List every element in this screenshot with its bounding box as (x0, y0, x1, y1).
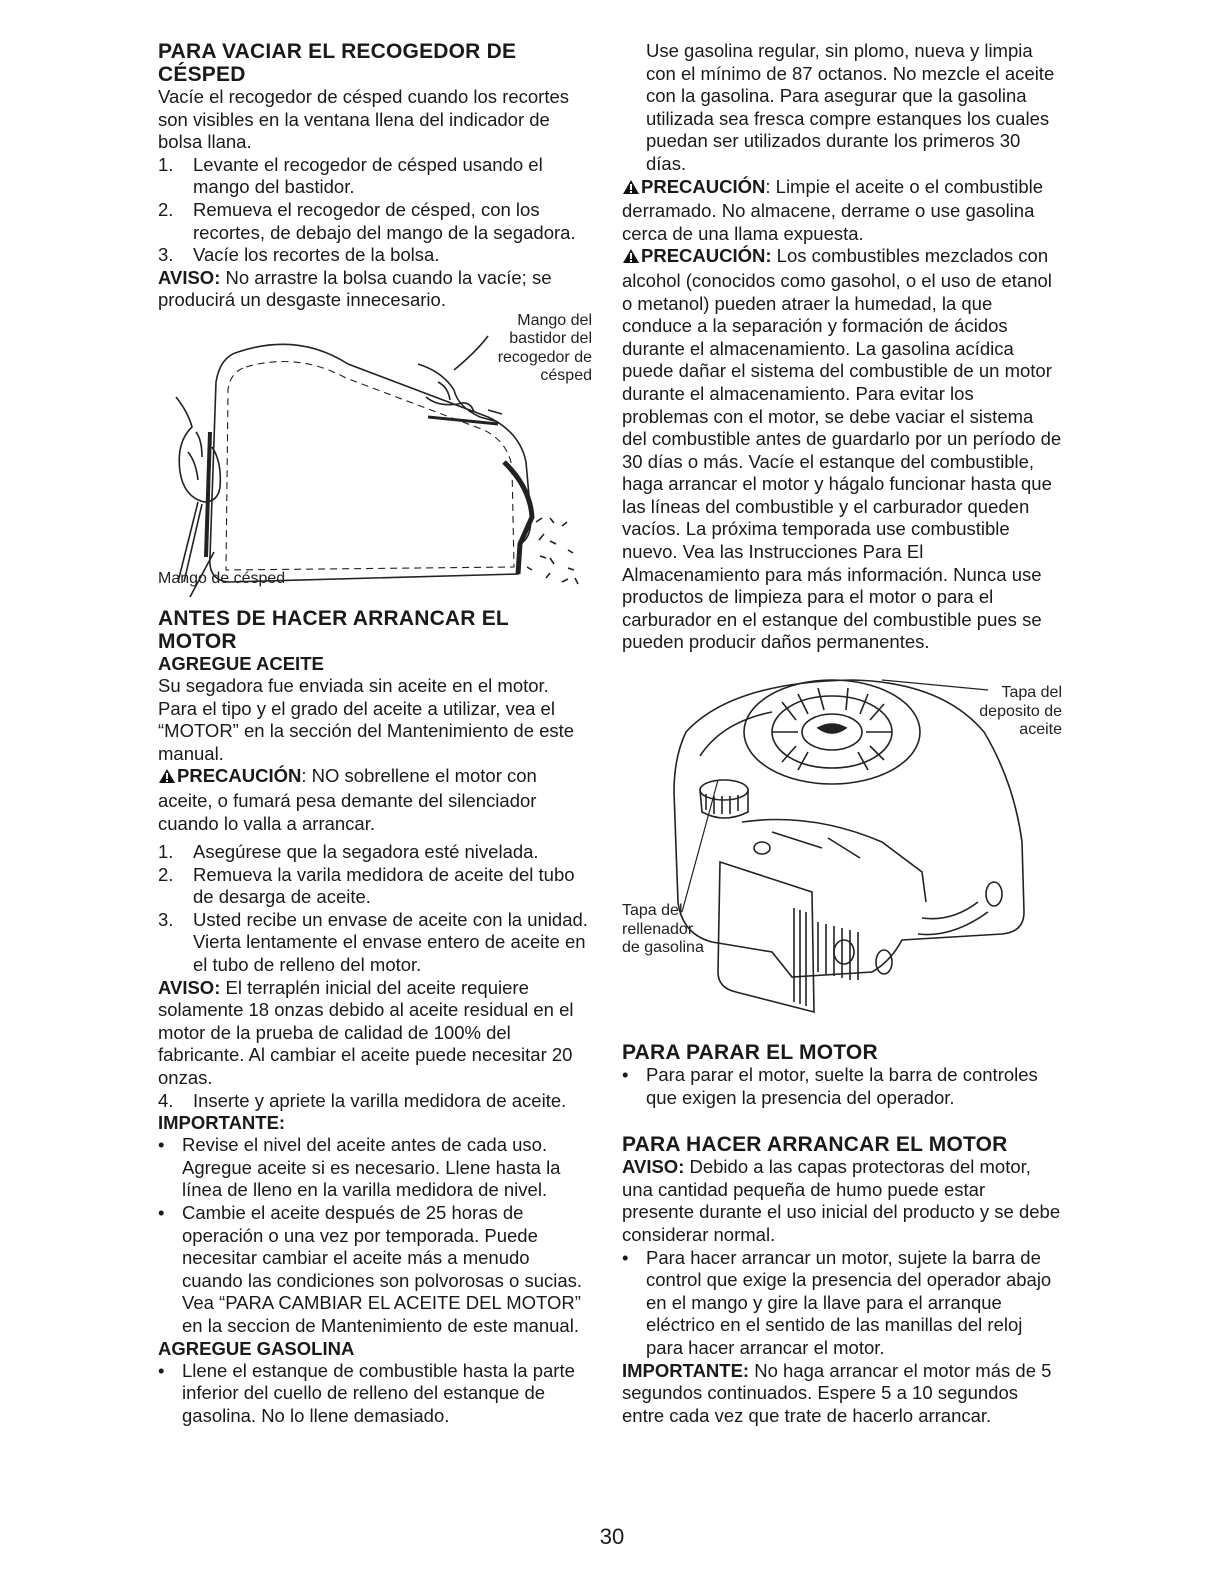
oil-caution: PRECAUCIÓN: NO sobrellene el motor con aceite, o fumará pesa demante del silenciador cuando lo valla a arrancar. (158, 765, 537, 834)
list-item: 3. Vacíe los recortes de la bolsa. (158, 244, 440, 266)
engine-figure (622, 672, 1062, 1027)
left-column (158, 40, 590, 1427)
start-list (622, 1247, 1062, 1360)
oil-intro: Su segadora fue enviada sin aceite en el motor. Para el tipo y el grado del aceite a utilizar, vea el “MOTOR” en la sección del Mantenimiento de este manual. (158, 674, 575, 764)
list-item: 2. Remueva la varila medidora de aceite del tubo de desarga de aceite. (158, 863, 575, 908)
list-item: • Revise el nivel del aceite antes de cada uso. Agregue aceite si es necesario. Llene hasta la línea de lleno en la varilla medidora de nivel. (158, 1134, 561, 1201)
grass-catcher-figure (158, 312, 590, 597)
caution-spill: PRECAUCIÓN: Limpie el aceite o el combustible derramado. No almacene, derrame o use gasolina cerca de una llama expuesta. (622, 175, 1044, 244)
list-item: 1. Levante el recogedor de césped usando el mango del bastidor. (158, 153, 543, 198)
caution-alcohol-fuel: PRECAUCIÓN: Los combustibles mezclados con alcohol (conocidos como gasohol, o el uso de etanol o metanol) pueden atraer la humedad, la que conduce a la separación y formación de ácidos durante el almacenamiento. La gasolina acídica puede dañar el sistema del combustible de un motor durante el almacenamiento. Para evitar los problemas con el motor, se debe vaciar el sistema del combustible antes de guardarlo por un período de 30 días o más. Vacíe el estanque del combustible, haga arrancar el motor y hágalo funcionar hasta que las líneas del combustible y el carburador queden vacíos. La próxima temporada use combustible nuevo. Vea las Instrucciones Para El Almacenamiento para más información. Nunca use productos de limpieza para el motor o para el carburador en el estanque del combustible pues se pueden producir daños permanentes. (622, 245, 1062, 653)
list-item: • Llene el estanque de combustible hasta la parte inferior del cuello de relleno del estanque de gasolina. No lo llene demasiado. (158, 1359, 575, 1426)
start-important: IMPORTANTE: No haga arrancar el motor más de 5 segundos continuados. Espere 5 a 10 segundos entre cada vez que trate de hacerlo arrancar. (622, 1359, 1052, 1426)
start-notice: AVISO: Debido a las capas protectoras del motor, una cantidad pequeña de humo puede estar presente durante el uso inicial del producto y se debe considerar normal. (622, 1156, 1061, 1245)
warning-triangle-icon (622, 247, 640, 270)
empty-notice: AVISO: No arrastre la bolsa cuando la vacíe; se producirá un desgaste innecesario. (158, 266, 552, 311)
section-title-start-engine: PARA HACER ARRANCAR EL MOTOR (622, 1133, 1008, 1157)
empty-intro: Vacíe el recogedor de césped cuando los recortes son visibles en la ventana llena del indicador de bolsa llana. (158, 86, 570, 153)
subtitle-add-gas: AGREGUE GASOLINA (158, 1337, 355, 1359)
list-item: • Cambie el aceite después de 25 horas de operación o una vez por temporada. Puede necesitar cambiar el aceite más a menudo cuando las condiciones son polvorosas o sucias. Vea “PARA CAMBIAR EL ACEITE DEL MOTOR” en la seccion de Mantenimiento de este manual. (158, 1202, 583, 1336)
right-column (622, 40, 1062, 1427)
warning-triangle-icon (622, 178, 640, 201)
section-title-empty-catcher: PARA VACIAR EL RECOGEDOR DE CÉSPED (158, 40, 517, 86)
empty-steps-list (158, 154, 590, 267)
list-item: 4. Inserte y apriete la varilla medidora de aceite. (158, 1089, 567, 1111)
list-item: 2. Remueva el recogedor de césped, con los recortes, de debajo del mango de la segadora. (158, 198, 576, 243)
gas-list (158, 1360, 590, 1428)
oil-step-4 (158, 1090, 590, 1113)
section-title-stop-engine: PARA PARAR EL MOTOR (622, 1041, 878, 1065)
section-title-before-start: ANTES DE HACER ARRANCAR EL MOTOR (158, 606, 509, 653)
oil-cap-label: Tapa del deposito de aceite (979, 684, 1062, 739)
frame-handle-label: Mango del bastidor del recogedor de césped (497, 311, 592, 385)
list-item: 1. Asegúrese que la segadora esté nivelada. (158, 841, 539, 863)
oil-notice: AVISO: El terraplén inicial del aceite requiere solamente 18 onzas debido al aceite residual en el motor de la prueba de calidad de 100% del fabricante. Al cambiar el aceite puede necesitar 20 onzas. (158, 976, 574, 1089)
grass-handle-label: Mango de césped (158, 569, 286, 587)
important-list (158, 1134, 590, 1337)
fuel-cap-label: Tapa del rellenador de gasolina (622, 902, 704, 957)
important-label: IMPORTANTE: (158, 1112, 286, 1134)
list-item: • Para hacer arrancar un motor, sujete la barra de control que exige la presencia del operador abajo en el mango y gire la llave para el arranque eléctrico en el sentido de las manillas del reloj para hacer arrancar el motor. (622, 1246, 1052, 1358)
oil-steps-list (158, 841, 590, 977)
stop-list (622, 1064, 1062, 1109)
subtitle-add-oil: AGREGUE ACEITE (158, 652, 324, 674)
list-item: 3. Usted recibe un envase de aceite con la unidad. Vierta lentamente el envase entero de aceite en el tubo de relleno del motor. (158, 908, 588, 976)
page-number: 30 (599, 1524, 625, 1549)
list-item: • Para parar el motor, suelte la barra de controles que exigen la presencia del operador. (622, 1064, 1038, 1108)
warning-triangle-icon (158, 767, 176, 790)
gas-continued: Use gasolina regular, sin plomo, nueva y limpia con el mínimo de 87 octanos. No mezcle el aceite con la gasolina. Para asegurar que la gasolina utilizada sea fresca compre estanques los cuales puedan ser utilizados durante los primeros 30 días. (646, 40, 1055, 174)
